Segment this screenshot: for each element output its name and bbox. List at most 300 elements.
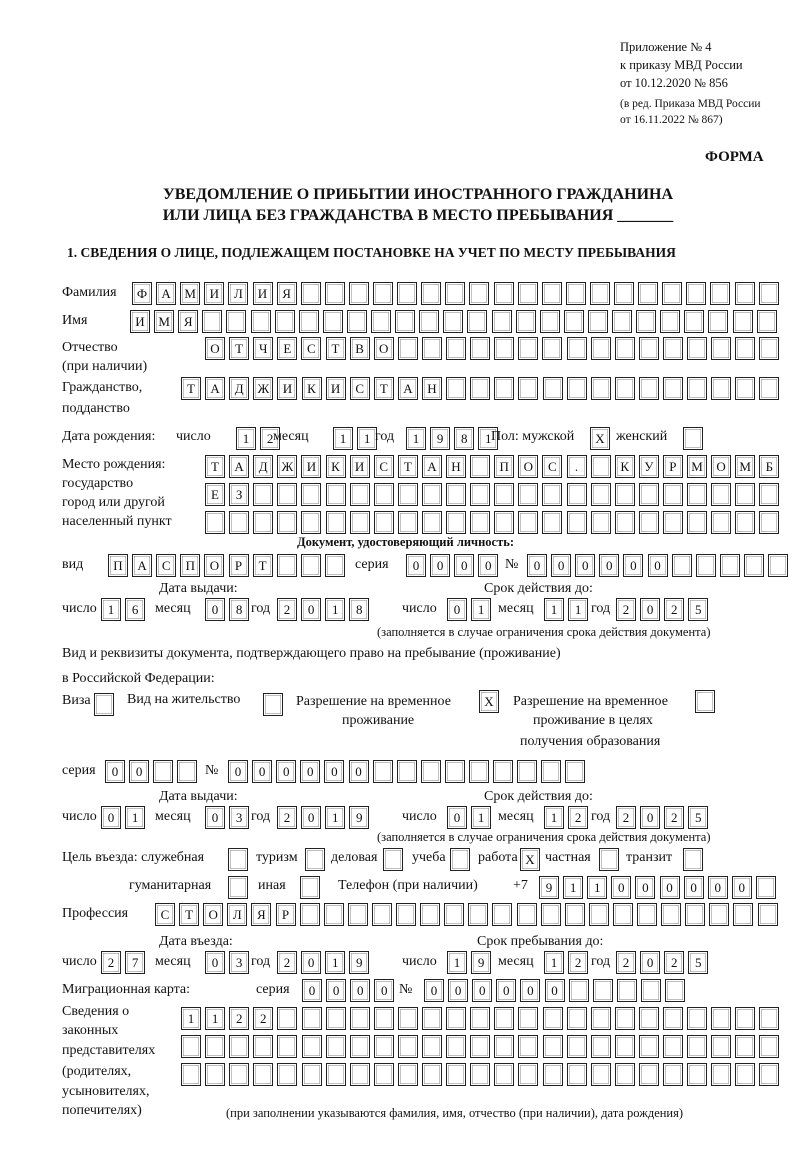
char-cell[interactable]: А [156, 282, 176, 305]
char-cell[interactable] [639, 1035, 659, 1058]
char-cell[interactable] [687, 483, 707, 506]
char-cell[interactable] [205, 1063, 225, 1086]
char-cell[interactable]: Н [446, 455, 466, 478]
char-cell[interactable]: Я [178, 310, 198, 333]
char-cell[interactable] [663, 1035, 683, 1058]
char-cell[interactable]: О [205, 337, 225, 360]
char-cell[interactable] [591, 483, 611, 506]
char-cell[interactable]: М [735, 455, 755, 478]
char-cell[interactable] [663, 511, 683, 534]
char-cell[interactable] [687, 1063, 707, 1086]
char-cell[interactable] [641, 979, 661, 1002]
char-cell[interactable]: 0 [300, 760, 320, 783]
char-cell[interactable]: 2 [277, 951, 297, 974]
char-cell[interactable] [277, 1063, 297, 1086]
char-cell[interactable]: О [203, 903, 223, 926]
char-cell[interactable] [591, 1063, 611, 1086]
char-cell[interactable] [494, 337, 514, 360]
char-cell[interactable]: 0 [640, 598, 660, 621]
char-cell[interactable] [615, 1035, 635, 1058]
char-cell[interactable] [708, 310, 728, 333]
char-cell[interactable] [709, 903, 729, 926]
char-cell[interactable] [518, 1035, 538, 1058]
char-cell[interactable]: 9 [349, 806, 369, 829]
checkbox-cell[interactable]: X [520, 848, 540, 871]
char-cell[interactable]: 8 [349, 598, 369, 621]
char-cell[interactable]: 0 [406, 554, 426, 577]
char-cell[interactable]: 0 [599, 554, 619, 577]
char-cell[interactable]: 0 [520, 979, 540, 1002]
char-cell[interactable]: 0 [575, 554, 595, 577]
char-cell[interactable]: 0 [684, 876, 704, 899]
char-cell[interactable] [567, 483, 587, 506]
char-cell[interactable]: 1 [406, 427, 426, 450]
char-cell[interactable] [662, 282, 682, 305]
char-cell[interactable] [567, 1035, 587, 1058]
char-cell[interactable] [615, 511, 635, 534]
char-cell[interactable] [615, 1063, 635, 1086]
char-cell[interactable] [567, 337, 587, 360]
char-cell[interactable] [711, 483, 731, 506]
checkbox-cell[interactable] [383, 848, 403, 871]
char-cell[interactable] [663, 483, 683, 506]
checkbox-cell[interactable] [228, 876, 248, 899]
char-cell[interactable]: 1 [205, 1007, 225, 1030]
char-cell[interactable]: Е [277, 337, 297, 360]
char-cell[interactable] [672, 554, 692, 577]
char-cell[interactable]: 1 [325, 951, 345, 974]
char-cell[interactable]: И [326, 377, 346, 400]
char-cell[interactable]: Т [205, 455, 225, 478]
char-cell[interactable] [302, 1007, 322, 1030]
char-cell[interactable]: О [374, 337, 394, 360]
char-cell[interactable] [422, 483, 442, 506]
char-cell[interactable]: Р [229, 554, 249, 577]
char-cell[interactable] [711, 377, 731, 400]
char-cell[interactable] [395, 310, 415, 333]
char-cell[interactable]: А [132, 554, 152, 577]
char-cell[interactable]: Т [253, 554, 273, 577]
char-cell[interactable] [516, 310, 536, 333]
char-cell[interactable] [229, 511, 249, 534]
char-cell[interactable] [540, 310, 560, 333]
char-cell[interactable] [663, 1063, 683, 1086]
char-cell[interactable] [518, 337, 538, 360]
char-cell[interactable] [300, 903, 320, 926]
char-cell[interactable] [759, 483, 779, 506]
char-cell[interactable]: 6 [125, 598, 145, 621]
char-cell[interactable] [470, 511, 490, 534]
char-cell[interactable] [711, 1035, 731, 1058]
char-cell[interactable]: 0 [732, 876, 752, 899]
char-cell[interactable] [541, 760, 561, 783]
char-cell[interactable] [445, 760, 465, 783]
char-cell[interactable] [518, 511, 538, 534]
char-cell[interactable] [494, 282, 514, 305]
char-cell[interactable] [612, 310, 632, 333]
char-cell[interactable]: 8 [454, 427, 474, 450]
char-cell[interactable] [759, 377, 779, 400]
char-cell[interactable] [229, 1063, 249, 1086]
char-cell[interactable] [398, 483, 418, 506]
char-cell[interactable]: Я [277, 282, 297, 305]
char-cell[interactable]: И [301, 455, 321, 478]
char-cell[interactable]: 2 [277, 806, 297, 829]
char-cell[interactable]: 0 [527, 554, 547, 577]
char-cell[interactable]: И [130, 310, 150, 333]
char-cell[interactable]: Т [374, 377, 394, 400]
char-cell[interactable] [299, 310, 319, 333]
char-cell[interactable]: 1 [563, 876, 583, 899]
char-cell[interactable]: Ж [277, 455, 297, 478]
char-cell[interactable]: 0 [478, 554, 498, 577]
char-cell[interactable]: И [350, 455, 370, 478]
char-cell[interactable]: 1 [471, 806, 491, 829]
char-cell[interactable] [396, 903, 416, 926]
char-cell[interactable] [735, 483, 755, 506]
char-cell[interactable] [685, 903, 705, 926]
char-cell[interactable] [470, 1007, 490, 1030]
char-cell[interactable] [253, 1035, 273, 1058]
char-cell[interactable] [419, 310, 439, 333]
char-cell[interactable]: 0 [324, 760, 344, 783]
char-cell[interactable] [446, 377, 466, 400]
char-cell[interactable] [639, 483, 659, 506]
char-cell[interactable] [639, 511, 659, 534]
char-cell[interactable] [494, 377, 514, 400]
checkbox-cell[interactable] [94, 693, 114, 716]
char-cell[interactable] [371, 310, 391, 333]
char-cell[interactable]: 0 [640, 951, 660, 974]
char-cell[interactable]: 7 [125, 951, 145, 974]
char-cell[interactable] [301, 554, 321, 577]
char-cell[interactable] [494, 1007, 514, 1030]
char-cell[interactable] [398, 1035, 418, 1058]
char-cell[interactable]: . [567, 455, 587, 478]
char-cell[interactable] [735, 1035, 755, 1058]
char-cell[interactable] [543, 1007, 563, 1030]
char-cell[interactable] [446, 1007, 466, 1030]
char-cell[interactable] [590, 282, 610, 305]
char-cell[interactable] [251, 310, 271, 333]
char-cell[interactable]: 0 [708, 876, 728, 899]
char-cell[interactable] [494, 511, 514, 534]
char-cell[interactable] [446, 483, 466, 506]
char-cell[interactable] [470, 377, 490, 400]
char-cell[interactable] [686, 282, 706, 305]
char-cell[interactable]: 0 [228, 760, 248, 783]
checkbox-cell[interactable] [305, 848, 325, 871]
char-cell[interactable]: О [518, 455, 538, 478]
char-cell[interactable] [663, 377, 683, 400]
char-cell[interactable] [518, 377, 538, 400]
char-cell[interactable] [374, 1063, 394, 1086]
char-cell[interactable]: 0 [551, 554, 571, 577]
char-cell[interactable] [277, 483, 297, 506]
char-cell[interactable]: К [302, 377, 322, 400]
checkbox-cell[interactable] [683, 848, 703, 871]
char-cell[interactable] [350, 1035, 370, 1058]
char-cell[interactable] [517, 903, 537, 926]
char-cell[interactable]: 0 [374, 979, 394, 1002]
char-cell[interactable]: 8 [229, 598, 249, 621]
char-cell[interactable] [493, 760, 513, 783]
char-cell[interactable] [687, 337, 707, 360]
char-cell[interactable] [588, 310, 608, 333]
char-cell[interactable]: 0 [301, 951, 321, 974]
char-cell[interactable] [153, 760, 173, 783]
char-cell[interactable] [467, 310, 487, 333]
char-cell[interactable]: И [277, 377, 297, 400]
char-cell[interactable]: 1 [181, 1007, 201, 1030]
char-cell[interactable] [638, 282, 658, 305]
char-cell[interactable] [687, 511, 707, 534]
char-cell[interactable]: 2 [664, 598, 684, 621]
char-cell[interactable]: 1 [478, 427, 498, 450]
char-cell[interactable] [569, 979, 589, 1002]
char-cell[interactable] [735, 337, 755, 360]
char-cell[interactable]: Н [422, 377, 442, 400]
char-cell[interactable]: 1 [544, 806, 564, 829]
char-cell[interactable]: 0 [349, 760, 369, 783]
char-cell[interactable] [326, 483, 346, 506]
checkbox-cell[interactable]: X [590, 427, 610, 450]
char-cell[interactable] [735, 511, 755, 534]
char-cell[interactable] [398, 1007, 418, 1030]
char-cell[interactable]: 2 [260, 427, 280, 450]
char-cell[interactable] [589, 903, 609, 926]
char-cell[interactable] [301, 483, 321, 506]
char-cell[interactable] [492, 903, 512, 926]
char-cell[interactable] [229, 1035, 249, 1058]
char-cell[interactable] [492, 310, 512, 333]
checkbox-cell[interactable] [450, 848, 470, 871]
char-cell[interactable]: Т [181, 377, 201, 400]
char-cell[interactable] [277, 1035, 297, 1058]
char-cell[interactable] [661, 903, 681, 926]
char-cell[interactable]: Б [759, 455, 779, 478]
char-cell[interactable] [301, 282, 321, 305]
char-cell[interactable] [687, 377, 707, 400]
char-cell[interactable] [205, 511, 225, 534]
char-cell[interactable] [253, 483, 273, 506]
char-cell[interactable] [614, 282, 634, 305]
char-cell[interactable] [446, 511, 466, 534]
char-cell[interactable] [323, 310, 343, 333]
char-cell[interactable]: 9 [349, 951, 369, 974]
checkbox-cell[interactable] [263, 693, 283, 716]
char-cell[interactable] [735, 282, 755, 305]
char-cell[interactable] [470, 483, 490, 506]
char-cell[interactable] [615, 377, 635, 400]
char-cell[interactable]: А [398, 377, 418, 400]
char-cell[interactable]: 0 [430, 554, 450, 577]
char-cell[interactable] [444, 903, 464, 926]
char-cell[interactable]: З [229, 483, 249, 506]
char-cell[interactable] [591, 511, 611, 534]
char-cell[interactable] [768, 554, 788, 577]
char-cell[interactable] [518, 483, 538, 506]
char-cell[interactable] [443, 310, 463, 333]
char-cell[interactable] [470, 337, 490, 360]
char-cell[interactable]: С [156, 554, 176, 577]
char-cell[interactable] [637, 903, 657, 926]
char-cell[interactable]: 2 [101, 951, 121, 974]
char-cell[interactable] [275, 310, 295, 333]
char-cell[interactable] [759, 1063, 779, 1086]
char-cell[interactable] [517, 760, 537, 783]
char-cell[interactable]: Ф [132, 282, 152, 305]
char-cell[interactable] [326, 1007, 346, 1030]
char-cell[interactable] [636, 310, 656, 333]
char-cell[interactable]: П [108, 554, 128, 577]
char-cell[interactable]: И [204, 282, 224, 305]
char-cell[interactable]: 0 [205, 598, 225, 621]
char-cell[interactable] [733, 310, 753, 333]
char-cell[interactable] [422, 337, 442, 360]
char-cell[interactable] [615, 1007, 635, 1030]
char-cell[interactable] [181, 1063, 201, 1086]
char-cell[interactable]: 1 [325, 806, 345, 829]
char-cell[interactable] [398, 1063, 418, 1086]
char-cell[interactable] [374, 1035, 394, 1058]
char-cell[interactable] [422, 1063, 442, 1086]
char-cell[interactable] [711, 337, 731, 360]
char-cell[interactable] [735, 1007, 755, 1030]
char-cell[interactable] [639, 377, 659, 400]
char-cell[interactable]: 1 [101, 598, 121, 621]
char-cell[interactable] [696, 554, 716, 577]
char-cell[interactable] [613, 903, 633, 926]
char-cell[interactable]: 0 [105, 760, 125, 783]
char-cell[interactable] [711, 511, 731, 534]
char-cell[interactable]: П [494, 455, 514, 478]
char-cell[interactable]: 0 [301, 598, 321, 621]
char-cell[interactable] [326, 1063, 346, 1086]
char-cell[interactable] [350, 1007, 370, 1030]
char-cell[interactable]: К [615, 455, 635, 478]
char-cell[interactable] [593, 979, 613, 1002]
char-cell[interactable] [350, 1063, 370, 1086]
checkbox-cell[interactable] [599, 848, 619, 871]
char-cell[interactable] [205, 1035, 225, 1058]
char-cell[interactable] [372, 903, 392, 926]
char-cell[interactable] [398, 511, 418, 534]
char-cell[interactable] [591, 337, 611, 360]
char-cell[interactable] [759, 1007, 779, 1030]
char-cell[interactable] [422, 1035, 442, 1058]
char-cell[interactable]: Д [229, 377, 249, 400]
char-cell[interactable]: А [229, 455, 249, 478]
char-cell[interactable]: 0 [472, 979, 492, 1002]
char-cell[interactable]: 0 [350, 979, 370, 1002]
char-cell[interactable]: У [639, 455, 659, 478]
char-cell[interactable]: Ч [253, 337, 273, 360]
char-cell[interactable] [591, 455, 611, 478]
char-cell[interactable] [758, 903, 778, 926]
char-cell[interactable]: 2 [664, 951, 684, 974]
char-cell[interactable] [543, 1035, 563, 1058]
char-cell[interactable] [470, 1063, 490, 1086]
char-cell[interactable] [711, 1007, 731, 1030]
char-cell[interactable]: О [204, 554, 224, 577]
char-cell[interactable]: 0 [545, 979, 565, 1002]
char-cell[interactable]: Т [229, 337, 249, 360]
checkbox-cell[interactable] [683, 427, 703, 450]
char-cell[interactable] [494, 483, 514, 506]
char-cell[interactable] [591, 377, 611, 400]
checkbox-cell[interactable]: X [479, 690, 499, 713]
char-cell[interactable] [325, 554, 345, 577]
char-cell[interactable]: 9 [471, 951, 491, 974]
char-cell[interactable]: 1 [325, 598, 345, 621]
char-cell[interactable]: 0 [302, 979, 322, 1002]
char-cell[interactable] [494, 1063, 514, 1086]
char-cell[interactable] [759, 337, 779, 360]
char-cell[interactable]: А [205, 377, 225, 400]
char-cell[interactable]: О [711, 455, 731, 478]
char-cell[interactable] [470, 1035, 490, 1058]
char-cell[interactable]: 5 [688, 598, 708, 621]
char-cell[interactable]: 0 [447, 806, 467, 829]
checkbox-cell[interactable] [300, 876, 320, 899]
char-cell[interactable] [567, 1007, 587, 1030]
char-cell[interactable] [277, 511, 297, 534]
char-cell[interactable]: 2 [616, 806, 636, 829]
char-cell[interactable]: 1 [447, 951, 467, 974]
char-cell[interactable] [468, 903, 488, 926]
char-cell[interactable]: 0 [611, 876, 631, 899]
char-cell[interactable] [253, 511, 273, 534]
char-cell[interactable]: 0 [640, 806, 660, 829]
char-cell[interactable]: Р [276, 903, 296, 926]
char-cell[interactable]: 3 [229, 806, 249, 829]
char-cell[interactable] [469, 760, 489, 783]
char-cell[interactable] [302, 1063, 322, 1086]
char-cell[interactable] [542, 483, 562, 506]
char-cell[interactable]: К [326, 455, 346, 478]
char-cell[interactable] [253, 1063, 273, 1086]
char-cell[interactable] [349, 282, 369, 305]
char-cell[interactable] [446, 337, 466, 360]
char-cell[interactable] [710, 282, 730, 305]
char-cell[interactable] [735, 1063, 755, 1086]
char-cell[interactable]: 2 [616, 598, 636, 621]
char-cell[interactable] [350, 511, 370, 534]
char-cell[interactable]: Д [253, 455, 273, 478]
char-cell[interactable] [542, 337, 562, 360]
char-cell[interactable]: 0 [424, 979, 444, 1002]
char-cell[interactable]: В [350, 337, 370, 360]
char-cell[interactable]: Е [205, 483, 225, 506]
char-cell[interactable]: 2 [229, 1007, 249, 1030]
char-cell[interactable]: Р [663, 455, 683, 478]
char-cell[interactable]: Я [251, 903, 271, 926]
char-cell[interactable] [720, 554, 740, 577]
char-cell[interactable]: 1 [544, 951, 564, 974]
char-cell[interactable]: 1 [357, 427, 377, 450]
char-cell[interactable] [684, 310, 704, 333]
char-cell[interactable] [591, 1007, 611, 1030]
char-cell[interactable]: Т [179, 903, 199, 926]
char-cell[interactable]: 2 [616, 951, 636, 974]
char-cell[interactable] [541, 903, 561, 926]
char-cell[interactable] [421, 282, 441, 305]
char-cell[interactable]: 0 [205, 806, 225, 829]
char-cell[interactable]: С [350, 377, 370, 400]
char-cell[interactable] [663, 1007, 683, 1030]
char-cell[interactable] [567, 377, 587, 400]
